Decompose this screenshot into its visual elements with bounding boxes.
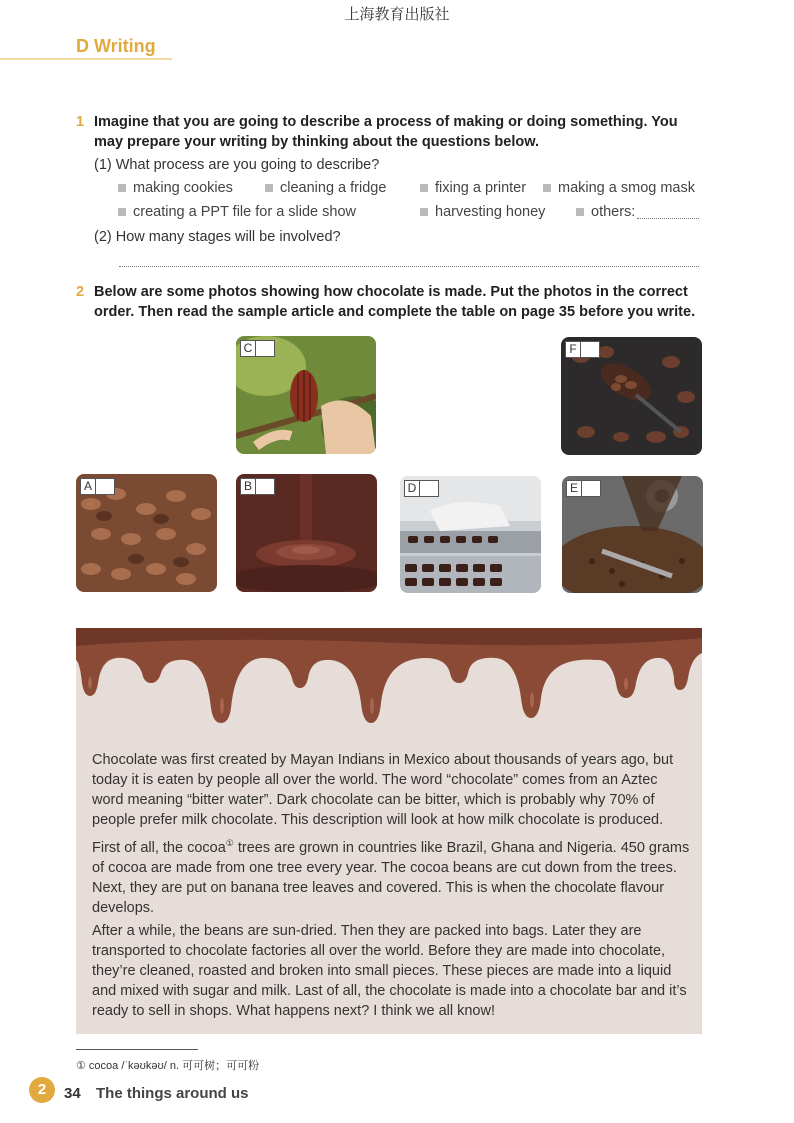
- chocolate-drip-decoration: [76, 628, 702, 728]
- article-paragraph-3: After a while, the beans are sun-dried. Then they are packed into bags. Later they are transported to chocolate factories all over the world. Before they are made into chocolate, they’re cleaned, roasted and broken into small pieces. These pieces are made into a liquid and mixed with sugar and milk. Last of all, the chocolate is made into a chocolate bar and it’s ready to sell in shops. What happens next? I think we all know!: [92, 922, 687, 1019]
- option-ppt-file: creating a PPT file for a slide show: [118, 204, 356, 220]
- footnote-marker: ①: [225, 838, 234, 848]
- question-1-sub-2: (2) How many stages will be involved?: [94, 229, 341, 245]
- question-1-sub-1: (1) What process are you going to describe?: [94, 157, 380, 173]
- option-others: others:: [576, 204, 635, 220]
- photo-f-cocoa-spoon: [561, 337, 702, 455]
- option-fixing-printer: fixing a printer: [420, 180, 526, 196]
- bullet-square-icon: [543, 184, 551, 192]
- question-2-text: Below are some photos showing how chocolate is made. Put the photos in the correct order. Then read the sample article and complete the table on page 35 before you write.: [94, 284, 696, 320]
- answer-box[interactable]: [256, 341, 274, 356]
- answer-box[interactable]: [96, 479, 114, 494]
- article-paragraph-1: Chocolate was first created by Mayan Indians in Mexico about thousands of years ago, but today it is eaten by people all over the world. The word “chocolate” comes from an Aztec word meaning “bitter water”. Dark chocolate can be bitter, which is probably why 70% of people prefer milk chocolate. This description will look at how milk chocolate is produced.: [92, 752, 674, 828]
- footnote: ① cocoa /ˈkəʊkəʊ/ n. 可可树；可可粉: [76, 1060, 260, 1072]
- section-title: D Writing: [76, 36, 156, 56]
- option-making-cookies: making cookies: [118, 180, 233, 196]
- question-2-number: 2: [76, 284, 85, 300]
- article-paragraph-2: First of all, the cocoa① trees are grown in countries like Brazil, Ghana and Nigeria. 450 grams of cocoa are made from one tree every year. The cocoa beans are cut down from the trees. Next, they are put on banana tree leaves and covered. This is when the chocolate flavour develops.: [92, 838, 690, 916]
- sample-article: [92, 750, 692, 1024]
- option-smog-mask: making a smog mask: [543, 180, 695, 196]
- bullet-square-icon: [420, 184, 428, 192]
- option-harvesting-honey: harvesting honey: [420, 204, 545, 220]
- photo-e-roasting-machine: [562, 476, 703, 593]
- bullet-square-icon: [118, 184, 126, 192]
- photo-c-cocoa-pod: [236, 336, 376, 454]
- answer-box[interactable]: [420, 481, 438, 496]
- question-1-text: Imagine that you are going to describe a process of making or doing something. You may prepare your writing by thinking about the questions below.: [94, 114, 678, 150]
- photo-label-e: E: [566, 480, 601, 497]
- answer-box[interactable]: [582, 481, 600, 496]
- answer-box[interactable]: [256, 479, 274, 494]
- photo-label-b: B: [240, 478, 275, 495]
- bullet-square-icon: [265, 184, 273, 192]
- bullet-square-icon: [118, 208, 126, 216]
- photo-a-cocoa-beans: [76, 474, 217, 592]
- answer-line[interactable]: [119, 266, 699, 267]
- photo-label-f: F: [565, 341, 600, 358]
- photo-label-c: C: [240, 340, 275, 357]
- publisher-header: 上海教育出版社: [344, 5, 450, 23]
- section-rule: [0, 58, 172, 60]
- unit-number-badge: 2: [29, 1077, 55, 1103]
- unit-title: The things around us: [96, 1085, 249, 1102]
- photo-label-d: D: [404, 480, 439, 497]
- bullet-square-icon: [576, 208, 584, 216]
- option-cleaning-fridge: cleaning a fridge: [265, 180, 386, 196]
- answer-box[interactable]: [581, 342, 599, 357]
- others-blank-line[interactable]: [637, 218, 699, 219]
- question-1-number: 1: [76, 114, 85, 130]
- page-number: 34: [64, 1085, 81, 1102]
- bullet-square-icon: [420, 208, 428, 216]
- footnote-rule: [76, 1049, 198, 1050]
- photo-b-liquid-chocolate: [236, 474, 377, 592]
- photo-label-a: A: [80, 478, 115, 495]
- photo-d-production-line: [400, 476, 541, 593]
